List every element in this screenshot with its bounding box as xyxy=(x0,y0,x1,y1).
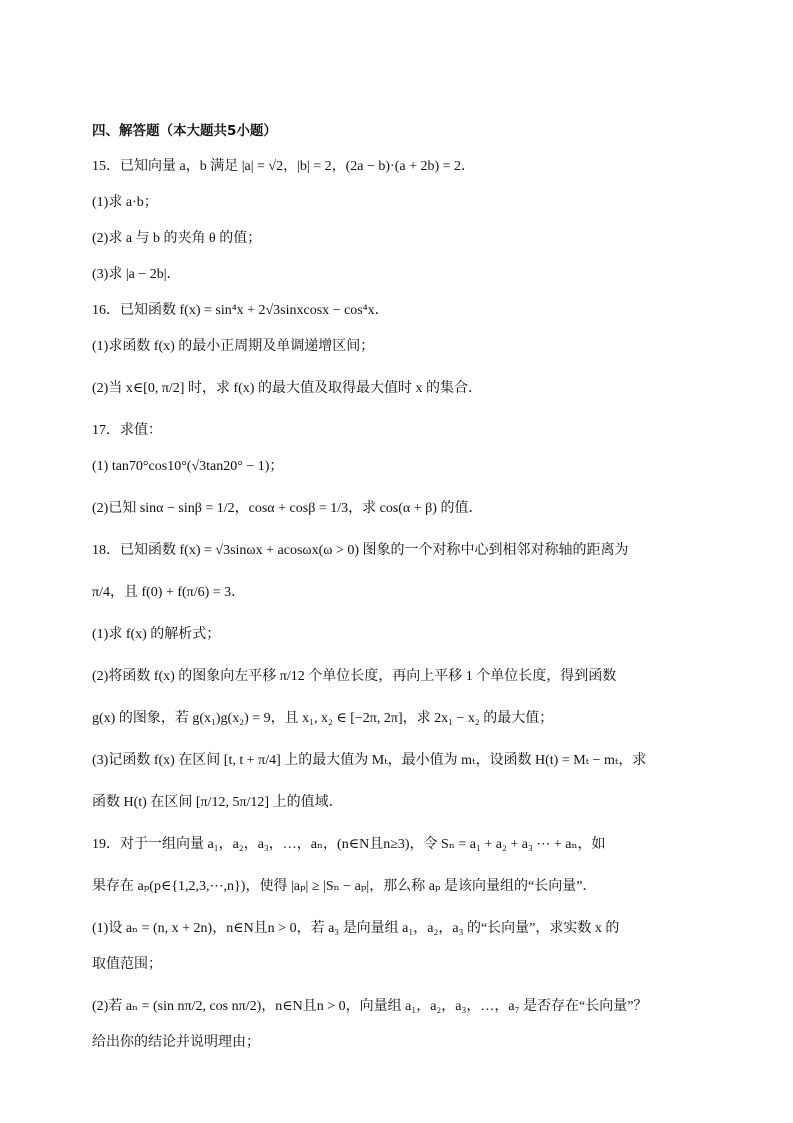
document-page xyxy=(92,112,712,1054)
q19-part2-line1: (2)若 aₙ = (sin nπ/2, cos nπ/2)，n∈N且n > 0，向量组 a₁，a₂，a₃，…，a₇ 是否存在“长向量”？ xyxy=(92,999,648,1014)
q15-part3: (3)求 |a − 2b|． xyxy=(92,267,181,282)
q16-stem: 16．已知函数 f(x) = sin⁴x + 2√3sinxcosx − cos⁴x． xyxy=(92,303,389,318)
q19-part2-line2: 给出你的结论并说明理由； xyxy=(92,1035,260,1050)
q18-part1: (1)求 f(x) 的解析式； xyxy=(92,627,221,642)
q19-part1-line2: 取值范围； xyxy=(92,957,162,972)
q17-part2: (2)已知 sinα − sinβ = 1/2，cosα + cosβ = 1/3，求 cos(α + β) 的值． xyxy=(92,501,483,516)
q16-part2: (2)当 x∈[0, π/2] 时，求 f(x) 的最大值及取得最大值时 x 的集合． xyxy=(92,381,482,396)
q18-stem-line1: 18．已知函数 f(x) = √3sinωx + acosωx(ω > 0) 图象的一个对称中心到相邻对称轴的距离为 xyxy=(92,543,629,558)
q19-part1-line1: (1)设 aₙ = (n, x + 2n)，n∈N且n > 0，若 a₃ 是向量组 a₁，a₂，a₃ 的“长向量”，求实数 x 的 xyxy=(92,921,620,936)
section-title: 四、解答题（本大题共5小题） xyxy=(92,123,277,139)
q15-part2: (2)求 a 与 b 的夹角 θ 的值； xyxy=(92,231,262,246)
q18-part3-line1: (3)记函数 f(x) 在区间 [t, t + π/4] 上的最大值为 Mₜ，最小值为 mₜ，设函数 H(t) = Mₜ − mₜ，求 xyxy=(92,753,647,768)
q18-part3-line2: 函数 H(t) 在区间 [π/12, 5π/12] 上的值域． xyxy=(92,795,343,810)
q17-part1: (1) tan70°cos10°(√3tan20° − 1)； xyxy=(92,459,284,474)
q15-part1: (1)求 a·b； xyxy=(92,195,158,210)
q16-part1: (1)求函数 f(x) 的最小正周期及单调递增区间； xyxy=(92,339,375,354)
q15-stem: 15．已知向量 a，b 满足 |a| = √2，|b| = 2，(2a − b)·(a + 2b) = 2． xyxy=(92,159,476,174)
q18-part2-line2: g(x) 的图象，若 g(x₁)g(x₂) = 9，且 x₁, x₂ ∈ [−2π, 2π]，求 2x₁ − x₂ 的最大值； xyxy=(92,711,554,726)
q18-stem-line2: π/4，且 f(0) + f(π/6) = 3． xyxy=(92,585,246,600)
q19-stem-line1: 19．对于一组向量 a₁，a₂，a₃，…，aₙ，(n∈N且n≥3)，令 Sₙ = a₁ + a₂ + a₃ ⋯ + aₙ，如 xyxy=(92,837,606,852)
q19-stem-line2: 果存在 aₚ(p∈{1,2,3,⋯,n})，使得 |aₚ| ≥ |Sₙ − aₚ|，那么称 aₚ 是该向量组的“长向量”． xyxy=(92,879,597,894)
q18-part2-line1: (2)将函数 f(x) 的图象向左平移 π/12 个单位长度，再向上平移 1 个单位长度，得到函数 xyxy=(92,669,617,684)
q17-stem: 17．求值： xyxy=(92,423,162,438)
